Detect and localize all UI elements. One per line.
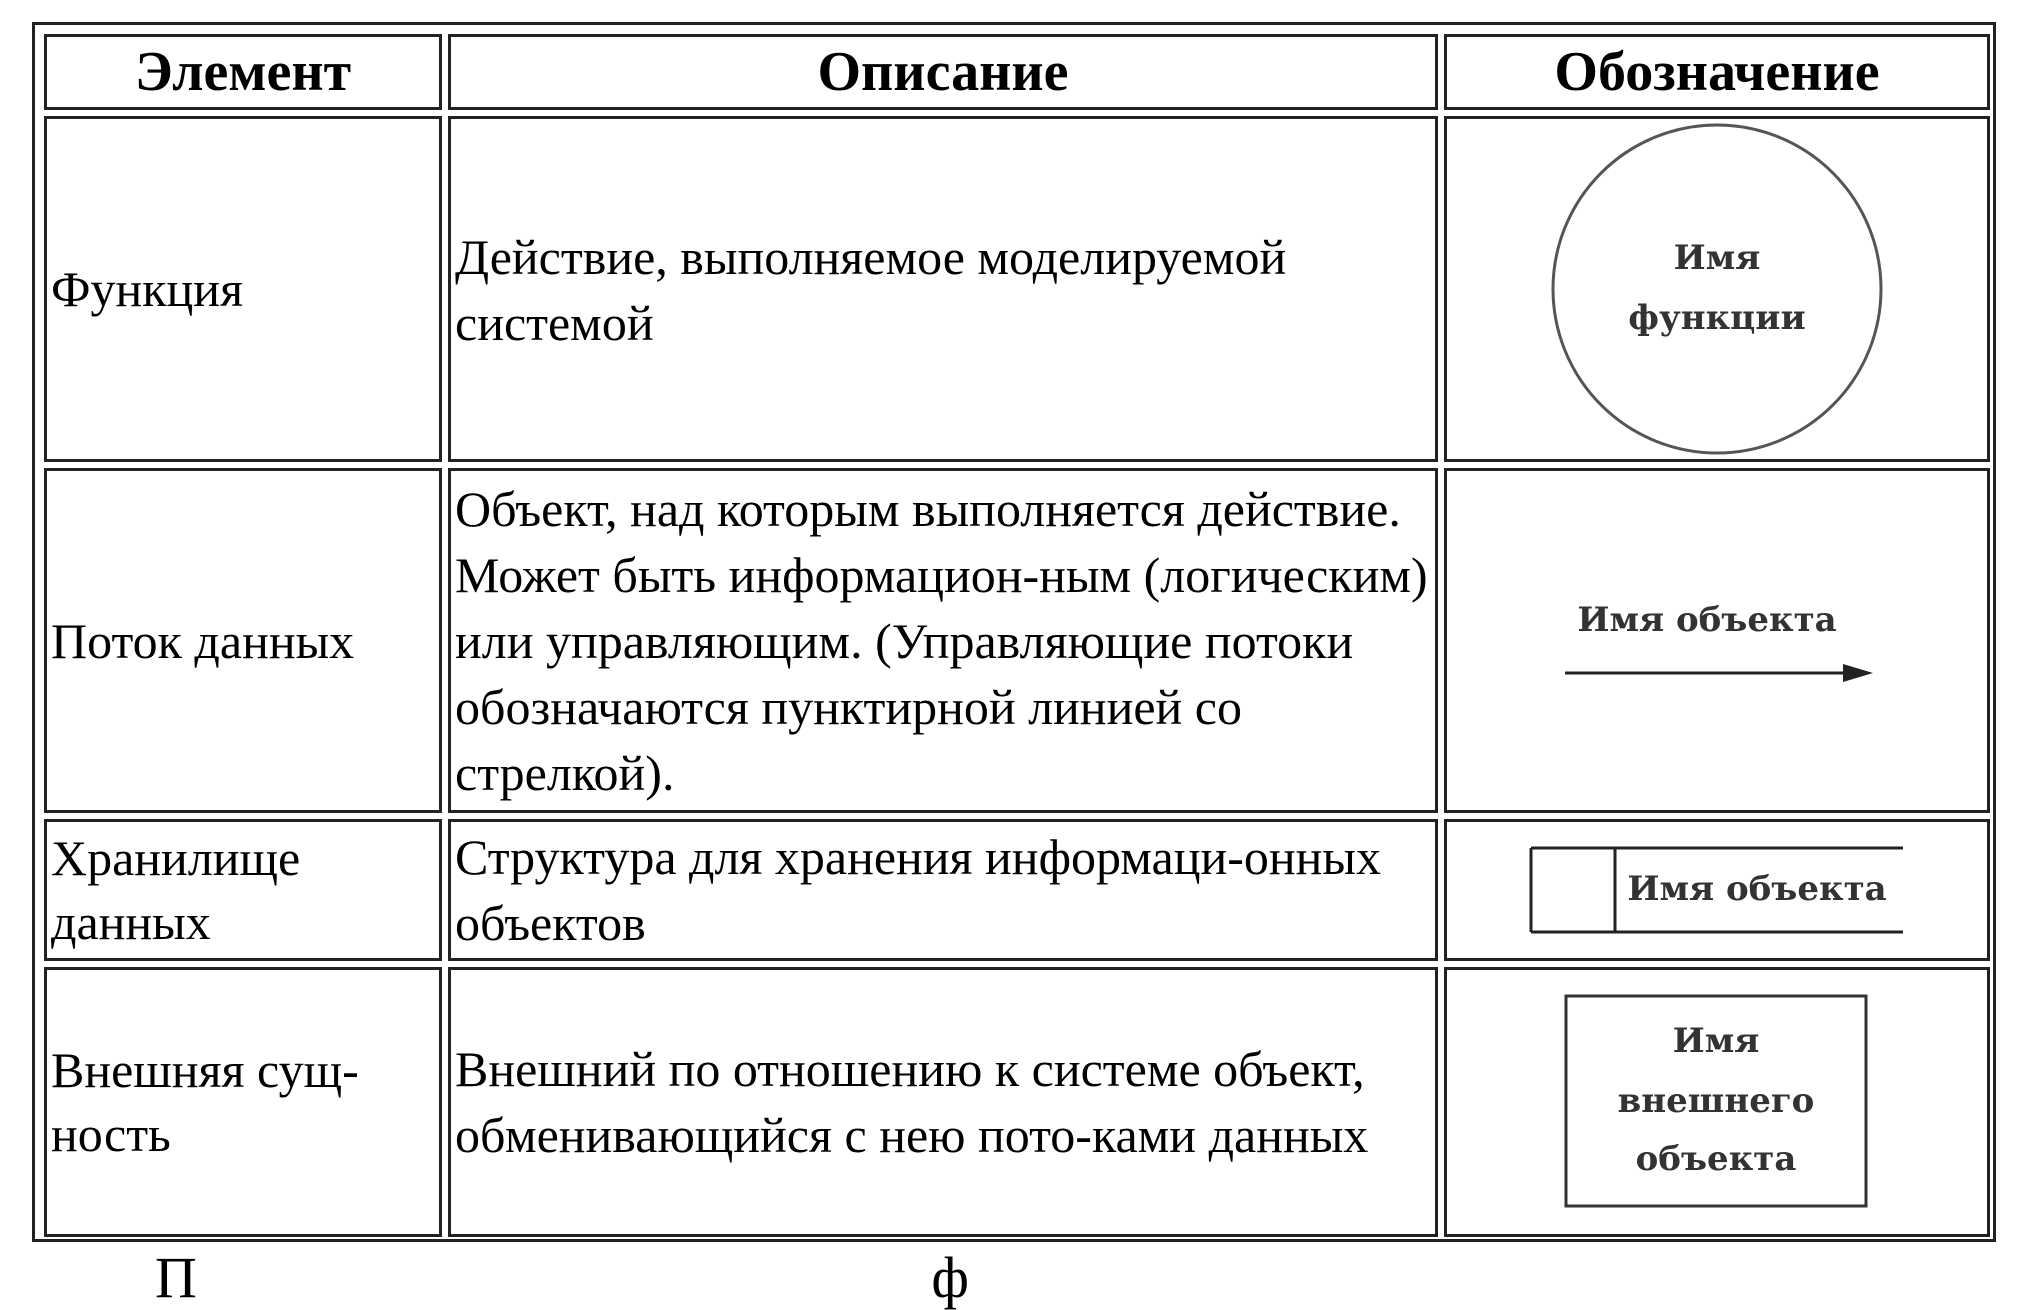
header-notation: Обозначение [1444, 34, 1990, 110]
table-row [44, 116, 1990, 462]
external-entity-symbol [1562, 992, 1872, 1212]
description-cell: Объект, над которым выполняется действие. Может быть информацион-ным (логическим) или управляющим. (Управляющие потоки обозначаются пунктирной линией со стрелкой). [448, 468, 1438, 813]
symbol-label-line: Имя [1672, 1021, 1760, 1061]
symbol-label-line: функции [1628, 298, 1806, 338]
data-store-symbol [1527, 840, 1907, 940]
element-cell: Внешняя сущ-ность [44, 967, 442, 1237]
cut-off-paragraph-text: П ф [155, 1245, 969, 1310]
notation-cell [1444, 116, 1990, 462]
element-cell: Хранилище данных [44, 819, 442, 961]
notation-cell [1444, 468, 1990, 813]
header-row [44, 34, 1990, 110]
table-row [44, 967, 1990, 1237]
symbol-label-line: Имя [1673, 238, 1761, 278]
description-cell: Действие, выполняемое моделируемой системой [448, 116, 1438, 462]
element-cell: Поток данных [44, 468, 442, 813]
arrowhead-icon [1843, 664, 1873, 682]
element-cell: Функция [44, 116, 442, 462]
symbol-label-line: внешнего [1617, 1081, 1815, 1121]
description-cell: Структура для хранения информаци-онных объектов [448, 819, 1438, 961]
table-row [44, 819, 1990, 961]
table-row [44, 468, 1990, 813]
symbol-label-line: объекта [1635, 1139, 1797, 1179]
header-description: Описание [448, 34, 1438, 110]
dfd-elements-table [38, 28, 1996, 1243]
header-element: Элемент [44, 34, 442, 110]
notation-cell [1444, 967, 1990, 1237]
description-cell: Внешний по отношению к системе объект, обменивающийся с нею пото-ками данных [448, 967, 1438, 1237]
symbol-label-line: Имя объекта [1627, 869, 1887, 909]
data-flow-arrow-symbol [1557, 591, 1877, 691]
function-circle-symbol [1547, 119, 1887, 459]
notation-cell [1444, 819, 1990, 961]
symbol-label-line: Имя объекта [1577, 599, 1837, 640]
